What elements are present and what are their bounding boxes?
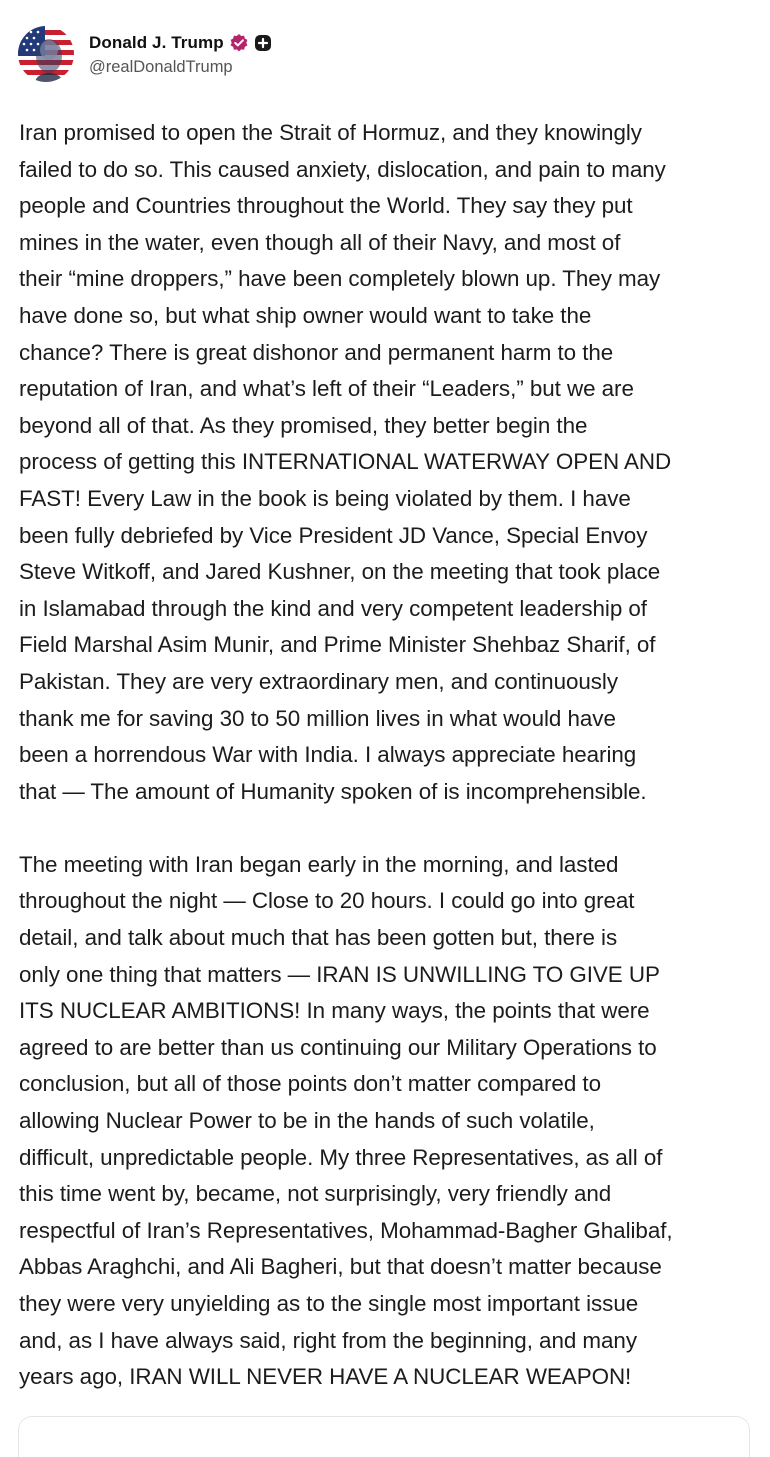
avatar[interactable] — [18, 26, 74, 82]
author-identity — [89, 31, 272, 77]
verified-badge-icon — [229, 33, 249, 53]
display-name[interactable]: Donald J. Trump — [89, 33, 224, 52]
post-header — [18, 25, 272, 83]
name-row — [89, 31, 272, 55]
author-handle[interactable]: @realDonaldTrump — [89, 58, 233, 76]
plus-badge-icon — [254, 34, 272, 52]
avatar-flag-portrait-icon — [18, 26, 74, 82]
post-paragraph: The meeting with Iran began early in the morning, and lasted throughout the night — Close to 20 hours. I could go into great detail, and talk about much that has been gotten but, there is only one thing that matters — IRAN IS UNWILLING TO GIVE UP ITS NUCLEAR AMBITIONS! In many ways, the points that were agreed to are better than us continuing our Military Operations to conclusion, but all of those points don’t matter compared to allowing Nuclear Power to be in the hands of such volatile, difficult, unpredictable people. My three Representatives, as all of this time went by, became, not surprisingly, very friendly and respectful of Iran’s Representatives, Mohammad-Bagher Ghalibaf, Abbas Araghchi, and Ali Bagheri, but that doesn’t matter because they were very unyielding as to the single most important issue and, as I have always said, right from the beginning, and many years ago, IRAN WILL NEVER HAVE A NUCLEAR WEAPON! — [19, 851, 673, 1390]
post-body — [19, 115, 764, 1396]
attachment-card[interactable] — [18, 1416, 750, 1457]
post-paragraph: Iran promised to open the Strait of Hormuz, and they knowingly failed to do so. This caused anxiety, dislocation, and pain to many people and Countries throughout the World. They say they put mines in the water, even though all of their Navy, and most of their “mine droppers,” have been completely blown up. They may have done so, but what ship owner would want to take the chance? There is great dishonor and permanent harm to the reputation of Iran, and what’s left of their “Leaders,” but we are beyond all of that. As they promised, they better begin the process of getting this INTERNATIONAL WATERWAY OPEN AND FAST! Every Law in the book is being violated by them. I have been fully debriefed by Vice President JD Vance, Special Envoy Steve Witkoff, and Jared Kushner, on the meeting that took place in Islamabad through the kind and very competent leadership of Field Marshal Asim Munir, and Prime Minister Shehbaz Sharif, of Pakistan. They are very extraordinary men, and continuously thank me for saving 30 to 50 million lives in what would have been a horrendous War with India. I always appreciate hearing that — The amount of Humanity spoken of is incomprehensible. — [19, 120, 672, 804]
